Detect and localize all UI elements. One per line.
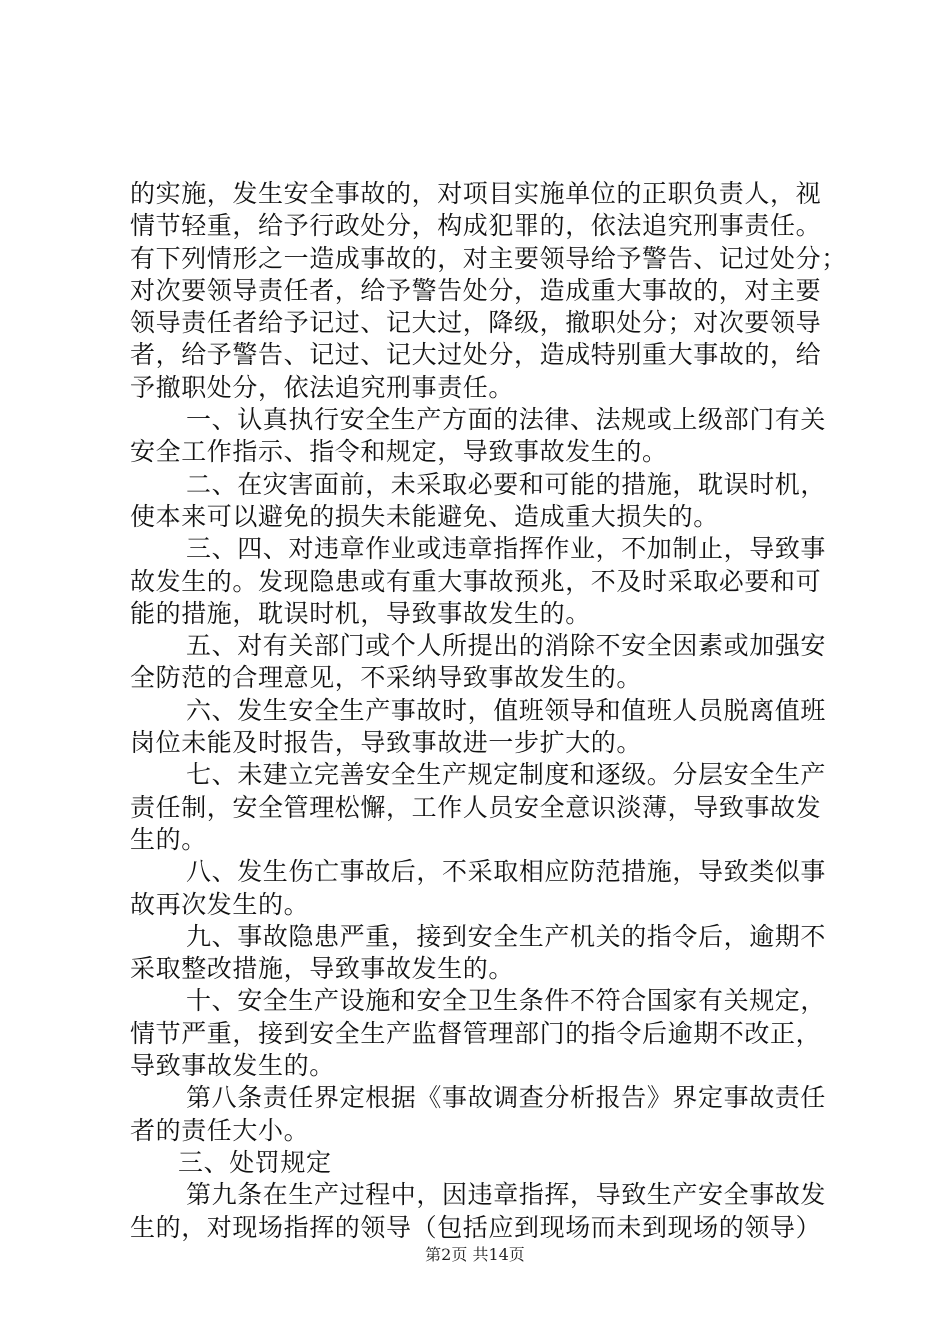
body-line: 领导责任者给予记过、记大过，降级，撤职处分；对次要领导: [130, 308, 822, 338]
body-line: 九、事故隐患严重，接到安全生产机关的指令后，逾期不: [186, 921, 827, 951]
body-line: 使本来可以避免的损失未能避免、造成重大损失的。: [130, 501, 719, 531]
body-line: 七、未建立完善安全生产规定制度和逐级。分层安全生产: [186, 760, 827, 790]
body-line: 情节轻重，给予行政处分，构成犯罪的，依法追究刑事责任。: [130, 211, 822, 241]
body-line: 故再次发生的。: [130, 889, 310, 919]
body-line: 三、四、对违章作业或违章指挥作业，不加制止，导致事: [186, 534, 827, 564]
body-line: 一、认真执行安全生产方面的法律、法规或上级部门有关: [186, 405, 827, 435]
section-heading: 三、处罚规定: [178, 1147, 332, 1177]
body-line: 导致事故发生的。: [130, 1051, 335, 1081]
document-body: [130, 178, 847, 1244]
body-line: 第九条在生产过程中，因违章指挥，导致生产安全事故发: [186, 1180, 827, 1210]
body-line: 安全工作指示、指令和规定，导致事故发生的。: [130, 437, 668, 467]
body-line: 五、对有关部门或个人所提出的消除不安全因素或加强安: [186, 631, 827, 661]
body-line: 采取整改措施，导致事故发生的。: [130, 954, 515, 984]
body-line: 的实施，发生安全事故的，对项目实施单位的正职负责人，视: [130, 179, 822, 208]
body-line: 二、在灾害面前，未采取必要和可能的措施，耽误时机，: [186, 469, 827, 499]
body-line: 生的，对现场指挥的领导（包括应到现场而未到现场的领导）: [130, 1212, 822, 1242]
body-line: 者，给予警告、记过、记大过处分，造成特别重大事故的，给: [130, 340, 822, 370]
body-line: 岗位未能及时报告，导致事故进一步扩大的。: [130, 728, 643, 758]
body-line: 责任制，安全管理松懈，工作人员安全意识淡薄，导致事故发: [130, 792, 822, 822]
body-line: 情节严重，接到安全生产监督管理部门的指令后逾期不改正，: [130, 1018, 822, 1048]
body-line: 者的责任大小。: [130, 1115, 310, 1145]
body-line: 对次要领导责任者，给予警告处分，造成重大事故的，对主要: [130, 275, 822, 305]
body-line: 故发生的。发现隐患或有重大事故预兆，不及时采取必要和可: [130, 566, 822, 596]
page-number: 第2页 共14页: [425, 1245, 525, 1264]
body-line: 十、安全生产设施和安全卫生条件不符合国家有关规定，: [186, 986, 827, 1016]
body-line: 第八条责任界定根据《事故调查分析报告》界定事故责任: [186, 1083, 827, 1113]
body-line: 能的措施，耽误时机，导致事故发生的。: [130, 598, 591, 628]
body-line: 全防范的合理意见，不采纳导致事故发生的。: [130, 663, 643, 693]
body-line: 予撤职处分，依法追究刑事责任。: [130, 372, 515, 402]
body-line: 生的。: [130, 824, 207, 854]
body-line: 六、发生安全生产事故时，值班领导和值班人员脱离值班: [186, 695, 827, 725]
body-line: 有下列情形之一造成事故的，对主要领导给予警告、记过处分；: [130, 243, 847, 273]
body-line: 八、发生伤亡事故后，不采取相应防范措施，导致类似事: [186, 857, 827, 887]
